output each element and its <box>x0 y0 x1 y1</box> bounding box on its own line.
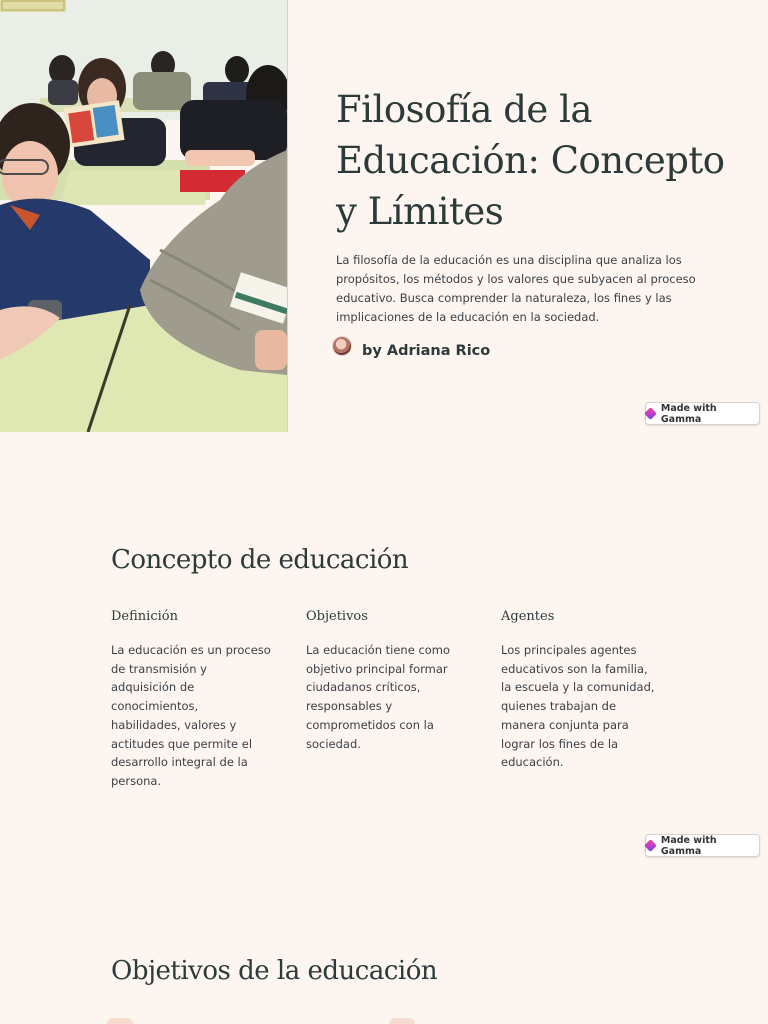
gamma-logo-icon <box>644 839 657 852</box>
column-objectives <box>306 609 466 753</box>
section-title: Concepto de educación <box>111 545 409 575</box>
presentation-title: Filosofía de la Educación: Concepto y Límites <box>336 88 725 233</box>
column-text: La educación tiene como objetivo principal formar ciudadanos críticos, responsables y comprometidos con la sociedad. <box>306 643 451 751</box>
author-name: by Adriana Rico <box>362 343 491 359</box>
column-text: La educación es un proceso de transmisión y adquisición de conocimientos, habilidades, valores y actitudes que permite el desarrollo integral de la persona. <box>111 643 271 788</box>
classroom-photo <box>0 0 288 432</box>
badge-label: Made with Gamma <box>660 402 717 425</box>
column-heading: Agentes <box>501 609 555 624</box>
gamma-logo-icon <box>644 407 657 420</box>
card-top-decoration <box>389 1018 415 1024</box>
author-avatar <box>332 336 352 356</box>
column-agents <box>501 609 661 772</box>
presentation-description: La filosofía de la educación es una disciplina que analiza los propósitos, los métodos y los valores que subyacen al proceso educativo. Busca comprender la naturaleza, los fines y las implicaciones de la educación en la sociedad. <box>336 253 696 324</box>
badge-label: Made with Gamma <box>660 834 717 857</box>
column-heading: Objetivos <box>306 609 368 624</box>
concept-slide <box>0 432 768 864</box>
made-with-gamma-button[interactable] <box>645 402 760 425</box>
column-heading: Definición <box>111 609 178 624</box>
section-title: Objetivos de la educación <box>111 956 438 986</box>
column-text: Los principales agentes educativos son la familia, la escuela y la comunidad, quienes trabajan de manera conjunta para lograr los fines de la educación. <box>501 643 655 770</box>
objectives-slide <box>0 864 768 1024</box>
title-slide <box>0 0 768 432</box>
author-byline <box>332 333 490 359</box>
made-with-gamma-button[interactable] <box>645 834 760 857</box>
column-definition <box>111 609 271 791</box>
card-top-decoration <box>107 1018 133 1024</box>
